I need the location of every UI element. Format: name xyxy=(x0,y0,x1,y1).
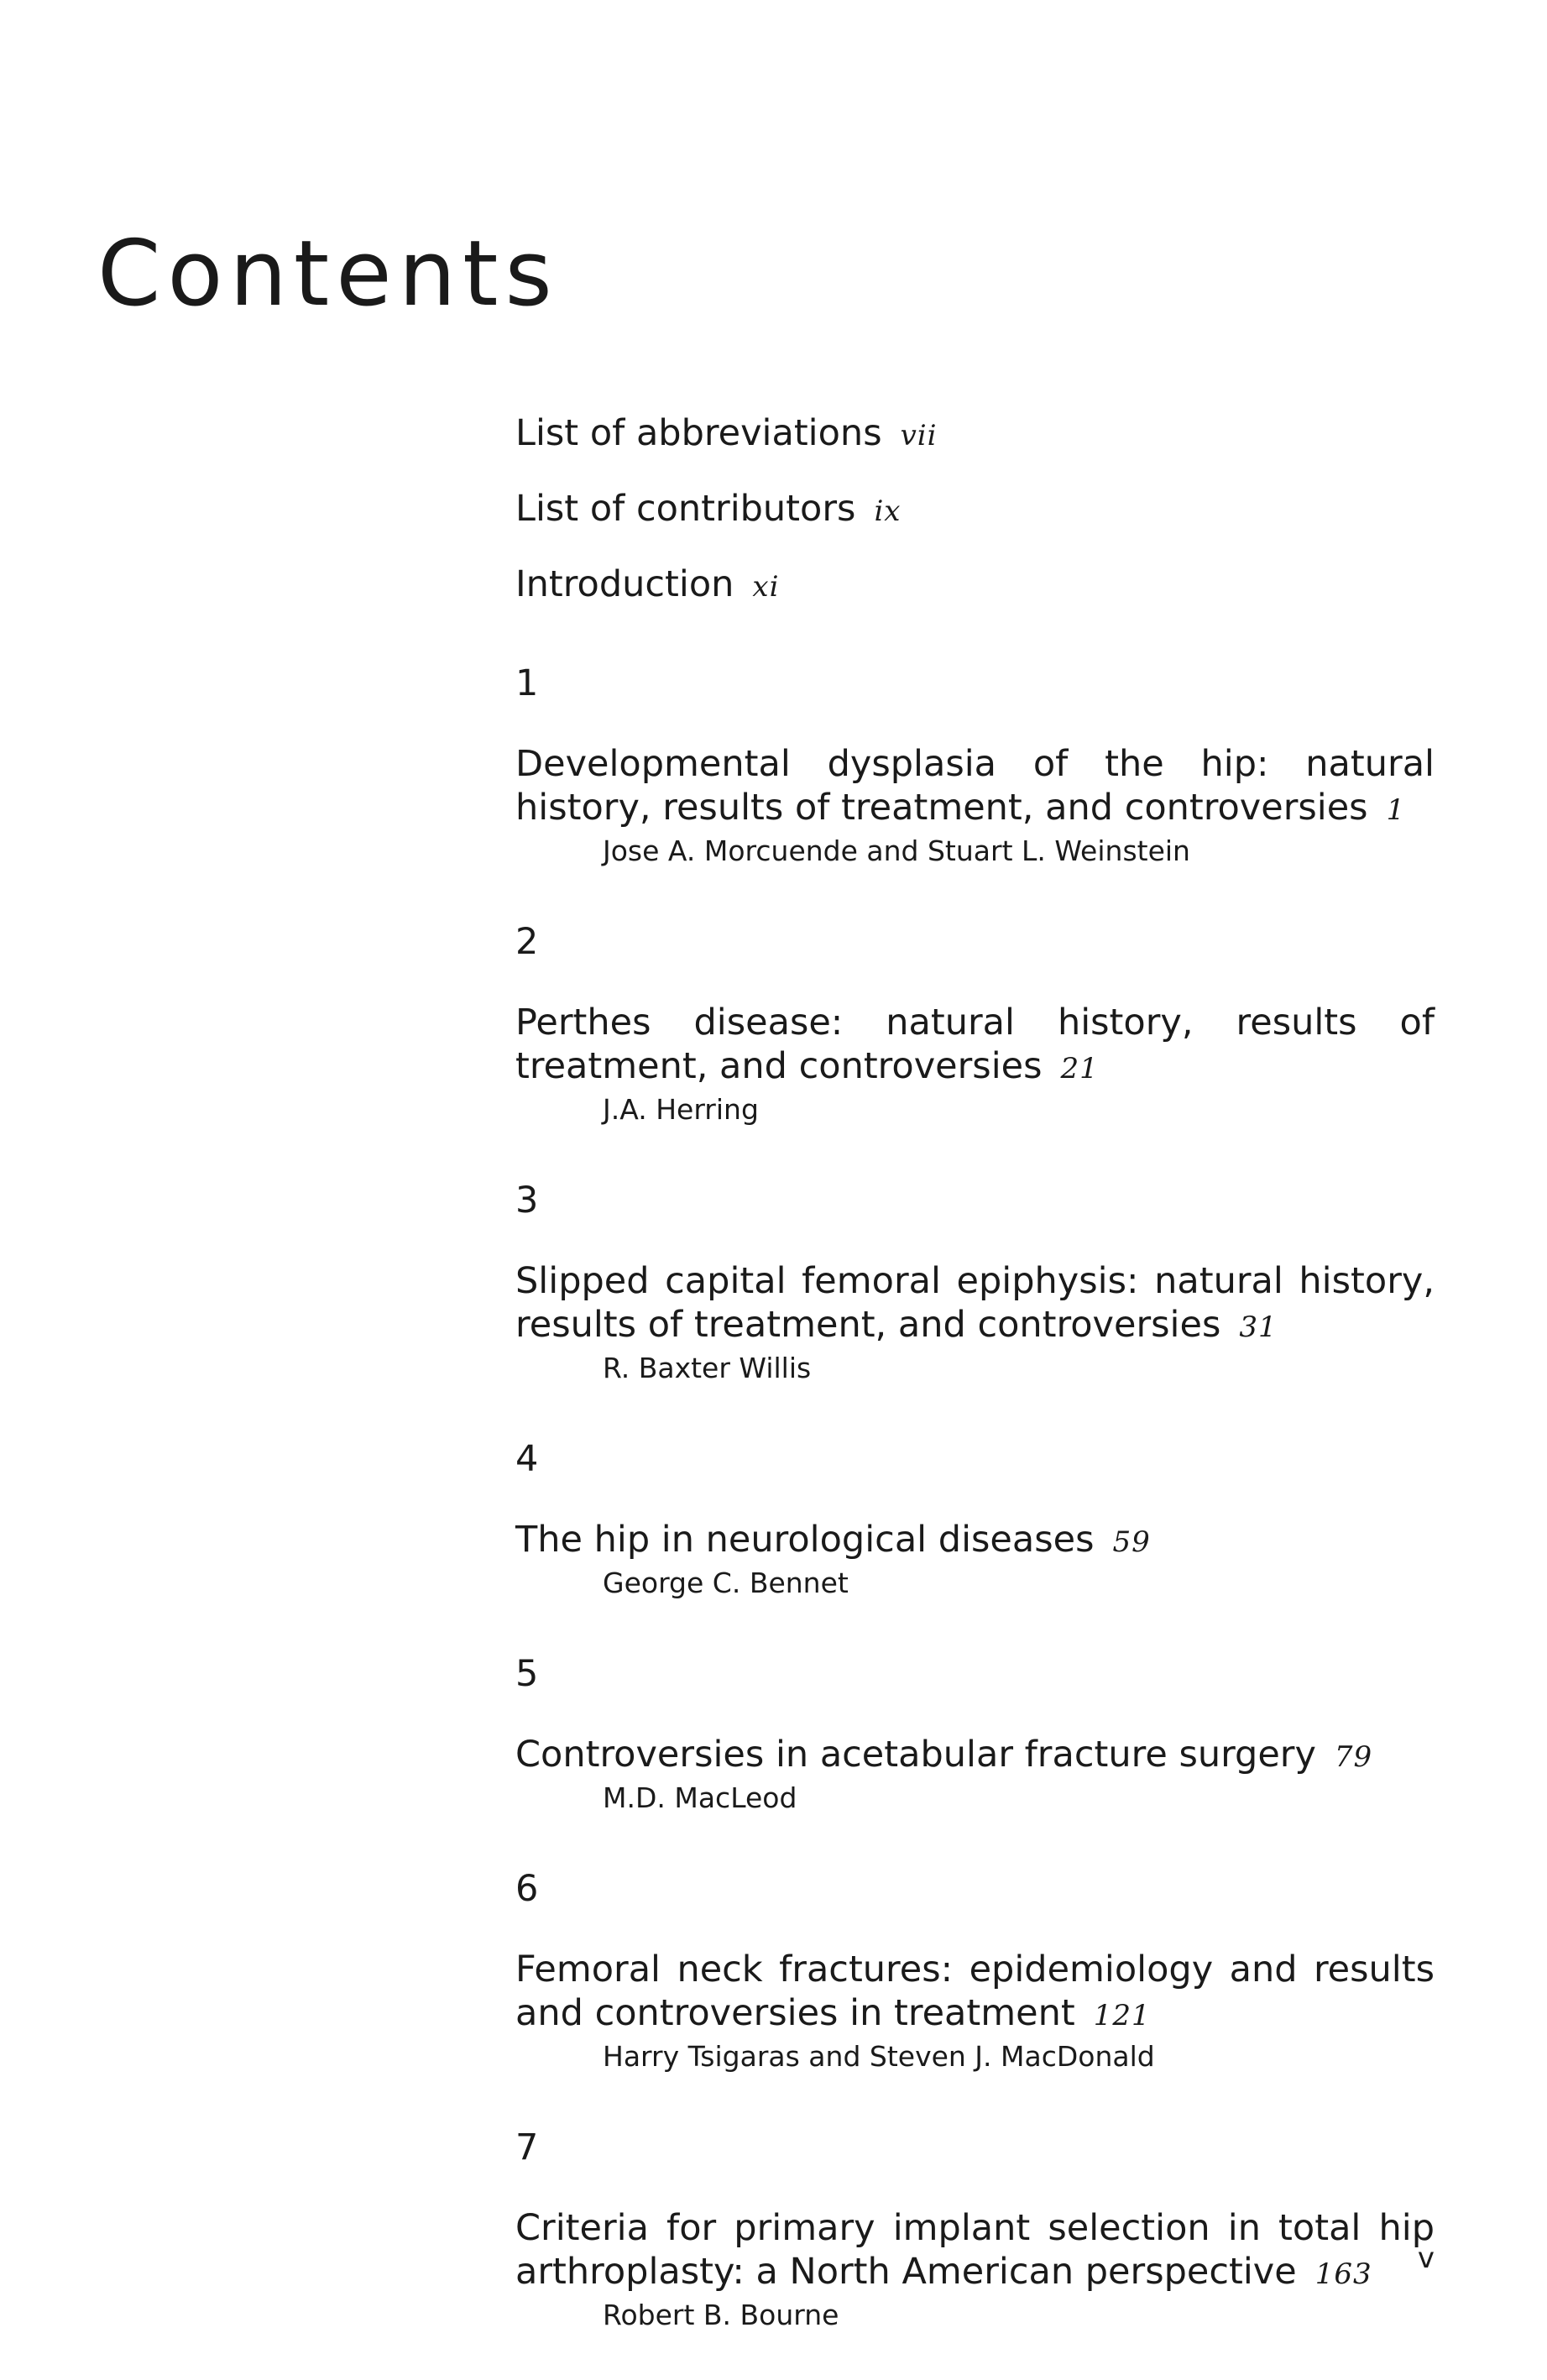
chapter-authors: Jose A. Morcuende and Stuart L. Weinstein xyxy=(603,834,1190,867)
chapter-title-link[interactable] xyxy=(515,2206,1435,2296)
page-folio: v xyxy=(1417,2241,1435,2275)
chapter-title-link[interactable] xyxy=(515,1259,1435,1349)
toc-entry-contributors[interactable] xyxy=(515,484,1435,536)
chapter-page: 163 xyxy=(1314,2257,1372,2291)
toc-entry-page: vii xyxy=(900,419,938,452)
toc-entry-title: List of contributors xyxy=(515,488,856,530)
chapter-page: 59 xyxy=(1112,1525,1151,1559)
chapter-title-link[interactable] xyxy=(515,1518,1435,1564)
toc-entry-introduction[interactable] xyxy=(515,559,1435,612)
chapter-page: 21 xyxy=(1060,1052,1099,1085)
chapter-number: 6 xyxy=(515,1868,539,1910)
chapter-page: 121 xyxy=(1093,1999,1151,2032)
chapter-title: The hip in neurological diseases xyxy=(515,1519,1095,1561)
chapter-entry-2 xyxy=(515,917,1435,1129)
table-of-contents xyxy=(515,408,1435,2335)
toc-entry-page: xi xyxy=(752,570,780,604)
chapter-page: 31 xyxy=(1239,1310,1278,1344)
chapter-number: 2 xyxy=(515,921,539,963)
chapter-number: 7 xyxy=(515,2126,539,2168)
chapter-page: 1 xyxy=(1386,793,1406,827)
chapter-entry-5 xyxy=(515,1649,1435,1818)
chapter-authors: Robert B. Bourne xyxy=(603,2299,839,2331)
chapter-number: 3 xyxy=(515,1180,539,1221)
chapter-authors: J.A. Herring xyxy=(603,1093,759,1126)
chapter-number: 4 xyxy=(515,1438,539,1480)
chapter-entry-3 xyxy=(515,1175,1435,1388)
chapter-title: Perthes disease: natural history, results of treatment, and controversies xyxy=(515,1002,1435,1087)
chapter-number: 1 xyxy=(515,662,539,704)
chapter-page: 79 xyxy=(1334,1740,1373,1774)
toc-entry-title: List of abbreviations xyxy=(515,412,882,454)
chapter-number: 5 xyxy=(515,1653,539,1695)
chapter-entry-4 xyxy=(515,1434,1435,1603)
chapter-authors: George C. Bennet xyxy=(603,1567,849,1599)
toc-entry-page: ix xyxy=(874,494,902,528)
chapter-title-link[interactable] xyxy=(515,1948,1435,2037)
chapter-entry-1 xyxy=(515,658,1435,871)
chapter-title: Slipped capital femoral epiphysis: natural history, results of treatment, and controversies xyxy=(515,1260,1435,1346)
page-title: Contents xyxy=(97,222,559,327)
chapter-title: Criteria for primary implant selection in total hip arthroplasty: a North American perspective xyxy=(515,2207,1435,2293)
chapter-title-link[interactable] xyxy=(515,1733,1435,1779)
chapter-authors: M.D. MacLeod xyxy=(603,1781,797,1814)
toc-entry-abbreviations[interactable] xyxy=(515,408,1435,461)
toc-entry-title: Introduction xyxy=(515,563,734,605)
chapter-authors: R. Baxter Willis xyxy=(603,1352,812,1384)
chapter-title-link[interactable] xyxy=(515,1001,1435,1091)
chapter-title-link[interactable] xyxy=(515,742,1435,832)
chapter-entry-7 xyxy=(515,2122,1435,2335)
chapter-title: Developmental dysplasia of the hip: natural history, results of treatment, and controversies xyxy=(515,743,1435,829)
chapter-title: Controversies in acetabular fracture surgery xyxy=(515,1734,1316,1776)
chapter-authors: Harry Tsigaras and Steven J. MacDonald xyxy=(603,2040,1155,2073)
chapter-entry-6 xyxy=(515,1864,1435,2076)
chapter-title: Femoral neck fractures: epidemiology and results and controversies in treatment xyxy=(515,1948,1435,2034)
